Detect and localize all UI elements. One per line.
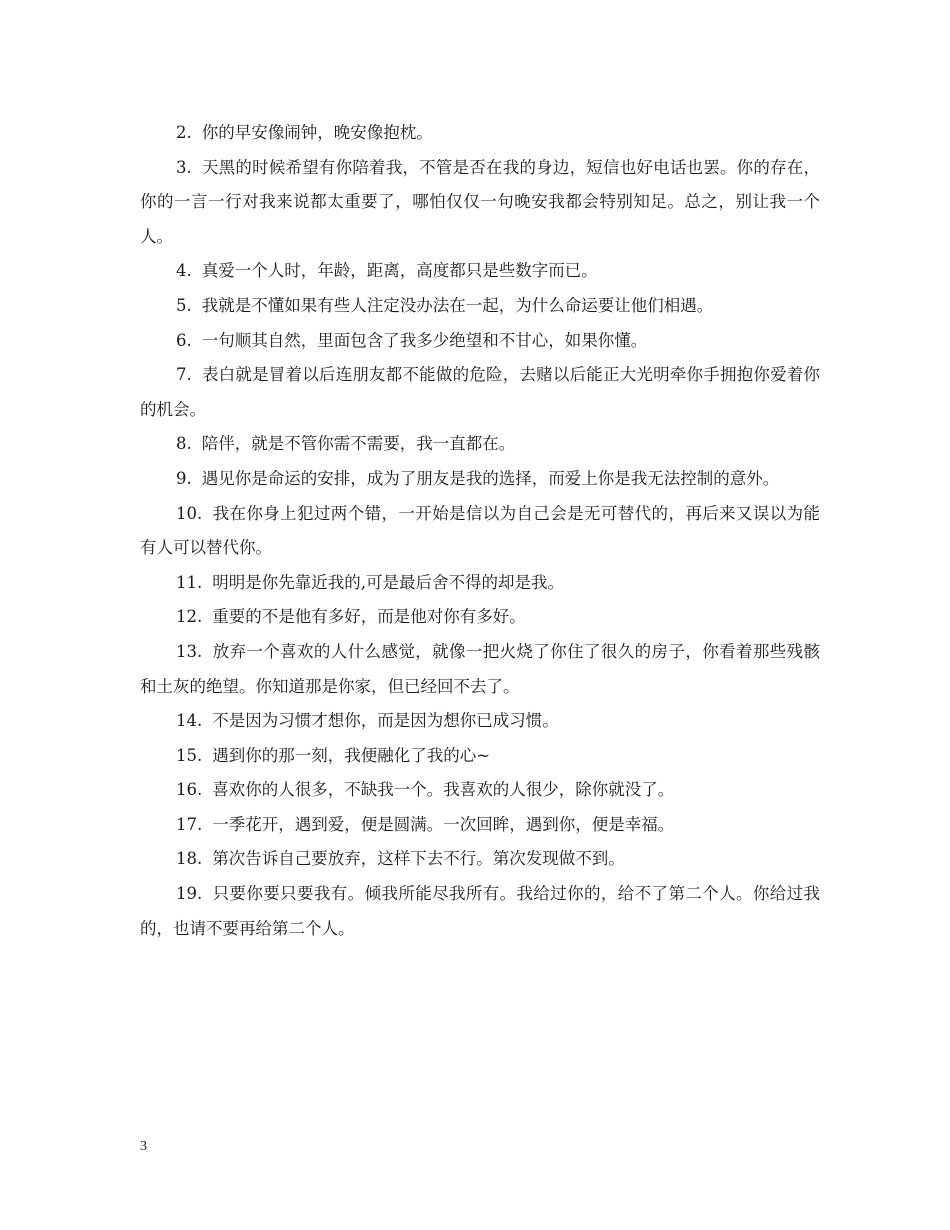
list-item [140, 462, 820, 497]
item-text: 遇见你是命运的安排，成为了朋友是我的选择，而爱上你是我无法控制的意外。 [201, 468, 780, 488]
item-text: 喜欢你的人很多，不缺我一个。我喜欢的人很少，除你就没了。 [212, 780, 675, 800]
list-item [140, 497, 820, 566]
list-item [140, 808, 820, 843]
item-number: 16. [176, 780, 203, 800]
item-number: 7. [176, 365, 192, 385]
item-number: 17. [176, 814, 203, 834]
item-number: 10. [176, 503, 203, 523]
item-number: 5. [176, 295, 192, 315]
item-number: 13. [176, 641, 203, 661]
list-item [140, 324, 820, 359]
list-item [140, 151, 820, 255]
item-text: 只要你要只要我有。倾我所能尽我所有。我给过你的，给不了第二个人。你给过我的，也请不要再给第二个人。 [140, 884, 820, 938]
item-number: 4. [176, 261, 192, 281]
item-text: 遇到你的那一刻，我便融化了我的心~ [212, 745, 491, 765]
item-number: 2. [176, 123, 192, 142]
item-text: 放弃一个喜欢的人什么感觉，就像一把火烧了你住了很久的房子，你看着那些残骸和土灰的绝望。你知道那是你家，但已经回不去了。 [140, 641, 820, 696]
list-item [140, 773, 820, 808]
item-text: 陪伴，就是不管你需不需要，我一直都在。 [201, 434, 516, 454]
list-item [140, 635, 820, 704]
list-item [140, 358, 820, 427]
list-item [140, 842, 820, 877]
list-item [140, 600, 820, 635]
item-text: 真爱一个人时，年龄，距离，高度都只是些数字而已。 [201, 261, 598, 281]
item-text: 我在你身上犯过两个错，一开始是信以为自己会是无可替代的，再后来又误以为能有人可以替代你。 [140, 503, 820, 558]
item-text: 天黑的时候希望有你陪着我，不管是否在我的身边，短信也好电话也罢。你的存在，你的一言一行对我来说都太重要了，哪怕仅仅一句晚安我都会特别知足。总之，别让我一个人。 [140, 157, 820, 246]
item-number: 15. [176, 745, 203, 765]
list-item [140, 739, 820, 774]
item-number: 8. [176, 434, 192, 454]
quote-list [140, 116, 820, 946]
item-text: 不是因为习惯才想你，而是因为想你已成习惯。 [212, 711, 559, 731]
list-item [140, 254, 820, 289]
item-text: 第次告诉自己要放弃，这样下去不行。第次发现做不到。 [212, 849, 625, 869]
item-text: 重要的不是他有多好，而是他对你有多好。 [212, 607, 526, 627]
page-number: 3 [140, 1139, 147, 1154]
list-item [140, 704, 820, 739]
list-item [140, 116, 820, 151]
item-number: 9. [176, 468, 192, 488]
item-text: 一季花开，遇到爱，便是圆满。一次回眸，遇到你，便是幸福。 [212, 814, 675, 834]
item-number: 14. [176, 711, 203, 731]
item-number: 11. [176, 572, 203, 592]
list-item [140, 566, 820, 601]
list-item [140, 289, 820, 324]
item-text: 一句顺其自然，里面包含了我多少绝望和不甘心，如果你懂。 [201, 330, 648, 350]
item-text: 明明是你先靠近我的,可是最后舍不得的却是我。 [212, 572, 564, 592]
item-number: 3. [176, 157, 192, 177]
item-number: 12. [176, 607, 203, 627]
list-item [140, 877, 820, 946]
list-item [140, 427, 820, 462]
item-text: 你的早安像闹钟，晚安像抱枕。 [201, 123, 433, 142]
item-number: 18. [176, 849, 203, 869]
item-text: 表白就是冒着以后连朋友都不能做的危险，去赌以后能正大光明牵你手拥抱你爱着你的机会。 [140, 365, 820, 419]
item-number: 6. [176, 330, 192, 350]
item-text: 我就是不懂如果有些人注定没办法在一起，为什么命运要让他们相遇。 [201, 295, 714, 315]
item-number: 19. [176, 884, 203, 904]
